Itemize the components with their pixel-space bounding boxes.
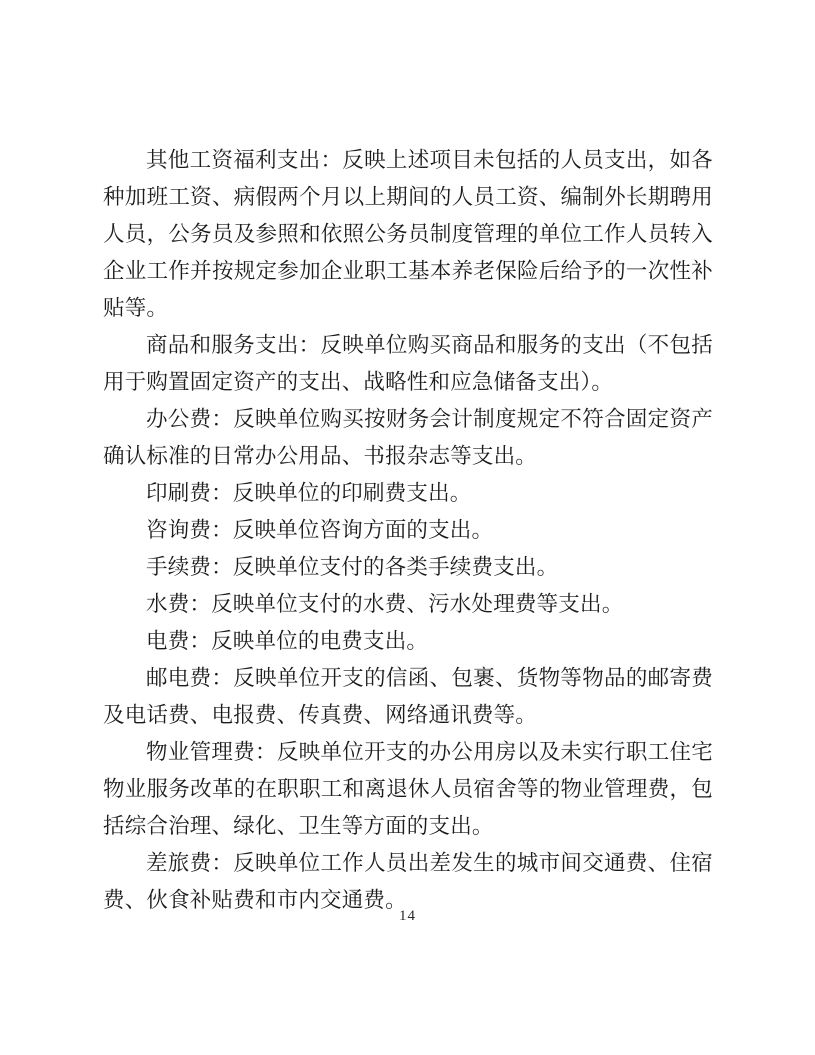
paragraph: 印刷费：反映单位的印刷费支出。 <box>146 481 472 505</box>
paragraph: 邮电费：反映单位开支的信函、包裹、货物等物品的邮寄费及电话费、电报费、传真费、网络通讯费等。 <box>103 666 713 727</box>
paragraph: 手续费：反映单位支付的各类手续费支出。 <box>146 555 559 579</box>
paragraph: 其他工资福利支出：反映上述项目未包括的人员支出，如各种加班工资、病假两个月以上期间的人员工资、编制外长期聘用人员，公务员及参照和依照公务员制度管理的单位工作人员转入企业工作并按规定参加企业职工基本养老保险后给予的一次性补贴等。 <box>103 148 713 320</box>
paragraph: 差旅费：反映单位工作人员出差发生的城市间交通费、住宿费、伙食补贴费和市内交通费。 <box>103 851 713 912</box>
paragraph: 咨询费：反映单位咨询方面的支出。 <box>146 518 494 542</box>
paragraph: 水费：反映单位支付的水费、污水处理费等支出。 <box>146 592 624 616</box>
paragraph: 办公费：反映单位购买按财务会计制度规定不符合固定资产确认标准的日常办公用品、书报杂志等支出。 <box>103 407 713 468</box>
paragraph: 电费：反映单位的电费支出。 <box>146 629 429 653</box>
page-number: 14 <box>399 908 416 924</box>
paragraph: 商品和服务支出：反映单位购买商品和服务的支出（不包括用于购置固定资产的支出、战略性和应急储备支出）。 <box>103 333 713 394</box>
page-footer <box>0 906 815 926</box>
document-body <box>103 142 713 919</box>
paragraph: 物业管理费：反映单位开支的办公用房以及未实行职工住宅物业服务改革的在职职工和离退休人员宿舍等的物业管理费，包括综合治理、绿化、卫生等方面的支出。 <box>103 740 713 838</box>
